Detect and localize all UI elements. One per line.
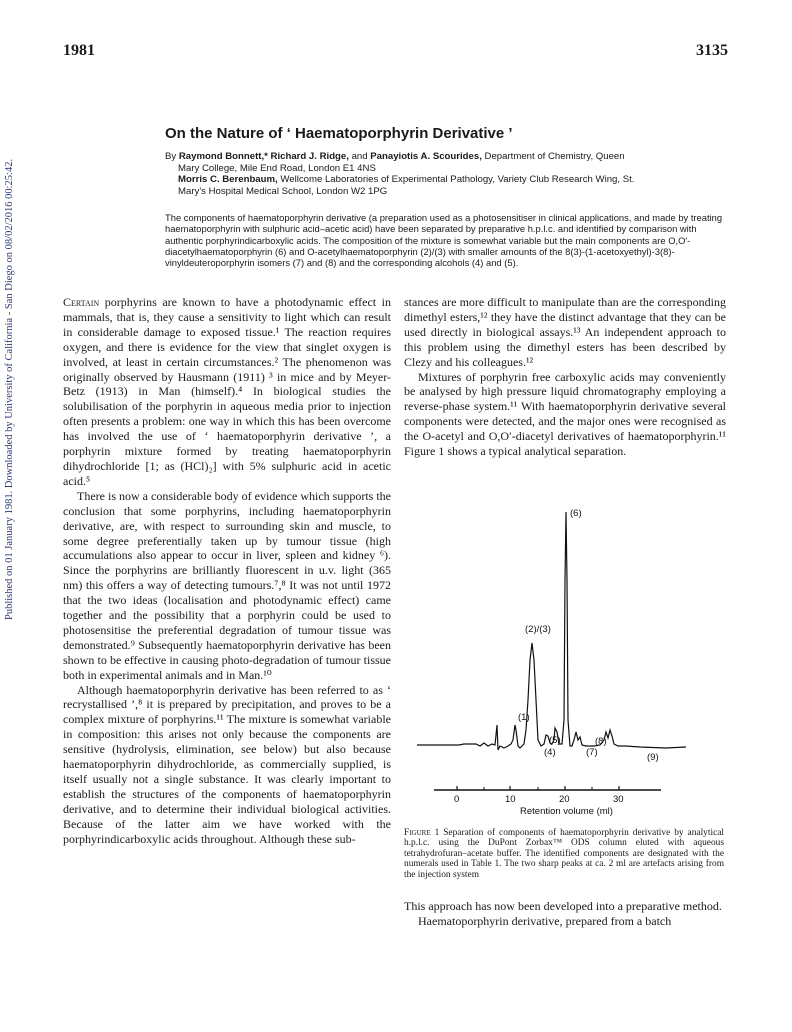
peak-label-6: (6) xyxy=(570,508,582,519)
peak-label-5: (5) xyxy=(549,735,561,746)
abstract: The components of haematoporphyrin derivative (a preparation used as a photosensitiser in clinical applications, and made by treating haematoporphyrin with sulphuric acid–acetic acid) have been separated by preparative h.p.l.c. and identified by comparison with authentic porphyrindicarboxylic acids. The composition of the mixture is somewhat variable but the main components are O,O′-diacetylhaematoporphyrin (6) and O-acetylhaematoporphyrin (2)/(3) with smaller amounts of the 8(3)-(1-acetoxyethyl)-3(8)-vinyldeuteroporphyrin isomers (7) and (8) and the corresponding alcohols (4) and (5). xyxy=(165,212,723,269)
and-text: and xyxy=(348,151,371,162)
column-right-top xyxy=(404,295,726,459)
peak-label-9: (9) xyxy=(647,752,659,763)
affiliation-2a: Wellcome Laboratories of Experimental Pathology, Variety Club Research Wing, St. xyxy=(277,174,635,185)
paragraph-2: There is now a considerable body of evidence which supports the conclusion that some porphyrins, including haematoporphyrin derivative, are, with respect to surrounding skin and muscle, to some degree preferentially taken up by tumour tissue (high accumulations also appear to occur in liver, spleen and kidney ⁶). Since the porphyrins are brilliantly fluorescent in u.v. light (365 nm) this offers a way of detecting tumours.⁷,⁸ It was not until 1972 that the two ideas (localisation and photodynamic effect) came together and the possibility that a porphyrin could be used to photosensitise the preferential degradation of tumour tissue was demonstrated.⁹ Subsequently haematoporphyrin derivative has been shown to be effective in causing photo-degradation of tumour tissue both in experimental animals and in Man.¹⁰ xyxy=(63,488,391,682)
tick-label-0: 0 xyxy=(454,794,460,805)
caption-label: Figure xyxy=(404,828,431,838)
author-block xyxy=(165,151,730,197)
affiliation-1a: Department of Chemistry, Queen xyxy=(481,151,625,162)
paragraph-1 xyxy=(63,295,391,489)
peak-label-1: (1) xyxy=(518,712,530,723)
paragraph-1-text: porphyrins are known to have a photodynamic effect in mammals, that is, they cause a sensitivity to light which can result in considerable damage to exposed tissue.¹ The reaction requires oxygen, and there is evidence for the view that singlet oxygen is involved, at least in certain circumstances.² The phenomenon was originally observed by Hausmann (1911) ³ in mice and by Meyer-Betz (1913) in Man (himself).⁴ In biological studies the solubilisation of the porphyrin in aqueous media prior to injection often presents a problem: one way in which this has been overcome has involved the use of ‘ haematoporphyrin derivative ’, a porphyrin mixture formed by treating haematoporphyrin dihydrochloride [1; as (HCl)₂] with 5% sulphuric acid in acetic acid.⁵ xyxy=(63,295,391,488)
author-name-3: Panayiotis A. Scourides, xyxy=(370,151,482,162)
affiliation-1b: Mary College, Mile End Road, London E1 4NS xyxy=(178,162,376,174)
column-left xyxy=(63,295,391,847)
column-right-bottom xyxy=(404,899,726,929)
x-axis-label: Retention volume (ml) xyxy=(520,806,613,817)
paragraph-5: Mixtures of porphyrin free carboxylic acids may conveniently be analysed by high pressure liquid chromatography employing a reverse-phase system.¹¹ With haematoporphyrin derivative several components were detected, and the major ones were recognised as the O-acetyl and O,O′-diacetyl derivatives of haematoporphyrin.¹¹ Figure 1 shows a typical analytical separation. xyxy=(404,369,726,459)
peak-label-7: (7) xyxy=(586,747,598,758)
paragraph-7: Haematoporphyrin derivative, prepared from a batch xyxy=(418,913,672,928)
paragraph-4: stances are more difficult to manipulate than are the corresponding dimethyl esters,¹² they have the distinct advantage that they can be used directly in biological assays.¹³ An independent approach to this problem using the dimethyl esters has been described by Clezy and his colleagues.¹² xyxy=(404,295,726,369)
chromatogram-trace xyxy=(417,512,686,750)
tick-label-10: 10 xyxy=(505,794,516,805)
figure-caption xyxy=(404,828,724,880)
article-title: On the Nature of ‘ Haematoporphyrin Derivative ’ xyxy=(165,125,513,142)
caption-text: 1 Separation of components of haematoporphyrin derivative by analytical h.p.l.c. using the DuPont Zorbax™ ODS column eluted with aqueous tetrahydrofuran–acetate buffer. The identified components are designated with the numerals used in Table 1. The two sharp peaks at ca. 2 ml are artefacts arising from the injection system xyxy=(404,828,724,880)
drop-word: Certain xyxy=(63,295,100,309)
tick-label-30: 30 xyxy=(613,794,624,805)
journal-year: 1981 xyxy=(63,42,95,59)
peak-label-2-3: (2)/(3) xyxy=(525,624,551,635)
by-label: By xyxy=(165,151,177,162)
tick-label-20: 20 xyxy=(559,794,570,805)
page-number: 3135 xyxy=(696,42,728,59)
paragraph-3: Although haematoporphyrin derivative has been referred to as ‘ recrystallised ’,⁸ it is prepared by precipitation, and proves to be a complex mixture of porphyrins.¹¹ The mixture is somewhat variable in composition: this arises not only because the components are sensitive (hydrolysis, elimination, see below) but also because haematoporphyrin dihydrochloride, as commercially supplied, is itself usually not a single substance. It was clearly important to establish the structures of the components of haematoporphyrin derivative, and to determine their individual biological activities. Because of the latter aim we have worked with the porphyrindicarboxylic acids throughout. Although these sub- xyxy=(63,682,391,846)
author-names-1: Raymond Bonnett,* Richard J. Ridge, xyxy=(178,151,349,162)
peak-label-4: (4) xyxy=(544,747,556,758)
chromatogram-figure xyxy=(404,500,734,840)
paragraph-6: This approach has now been developed into a preparative method. xyxy=(404,899,722,913)
peak-label-8: (8) xyxy=(595,736,607,747)
affiliation-2b: Mary's Hospital Medical School, London W2 1PG xyxy=(178,185,388,197)
author-name-4: Morris C. Berenbaum, xyxy=(178,174,278,185)
download-stamp: Published on 01 January 1981. Downloaded by University of California - San Diego on 08/02/2016 00:25:42. xyxy=(4,158,15,620)
